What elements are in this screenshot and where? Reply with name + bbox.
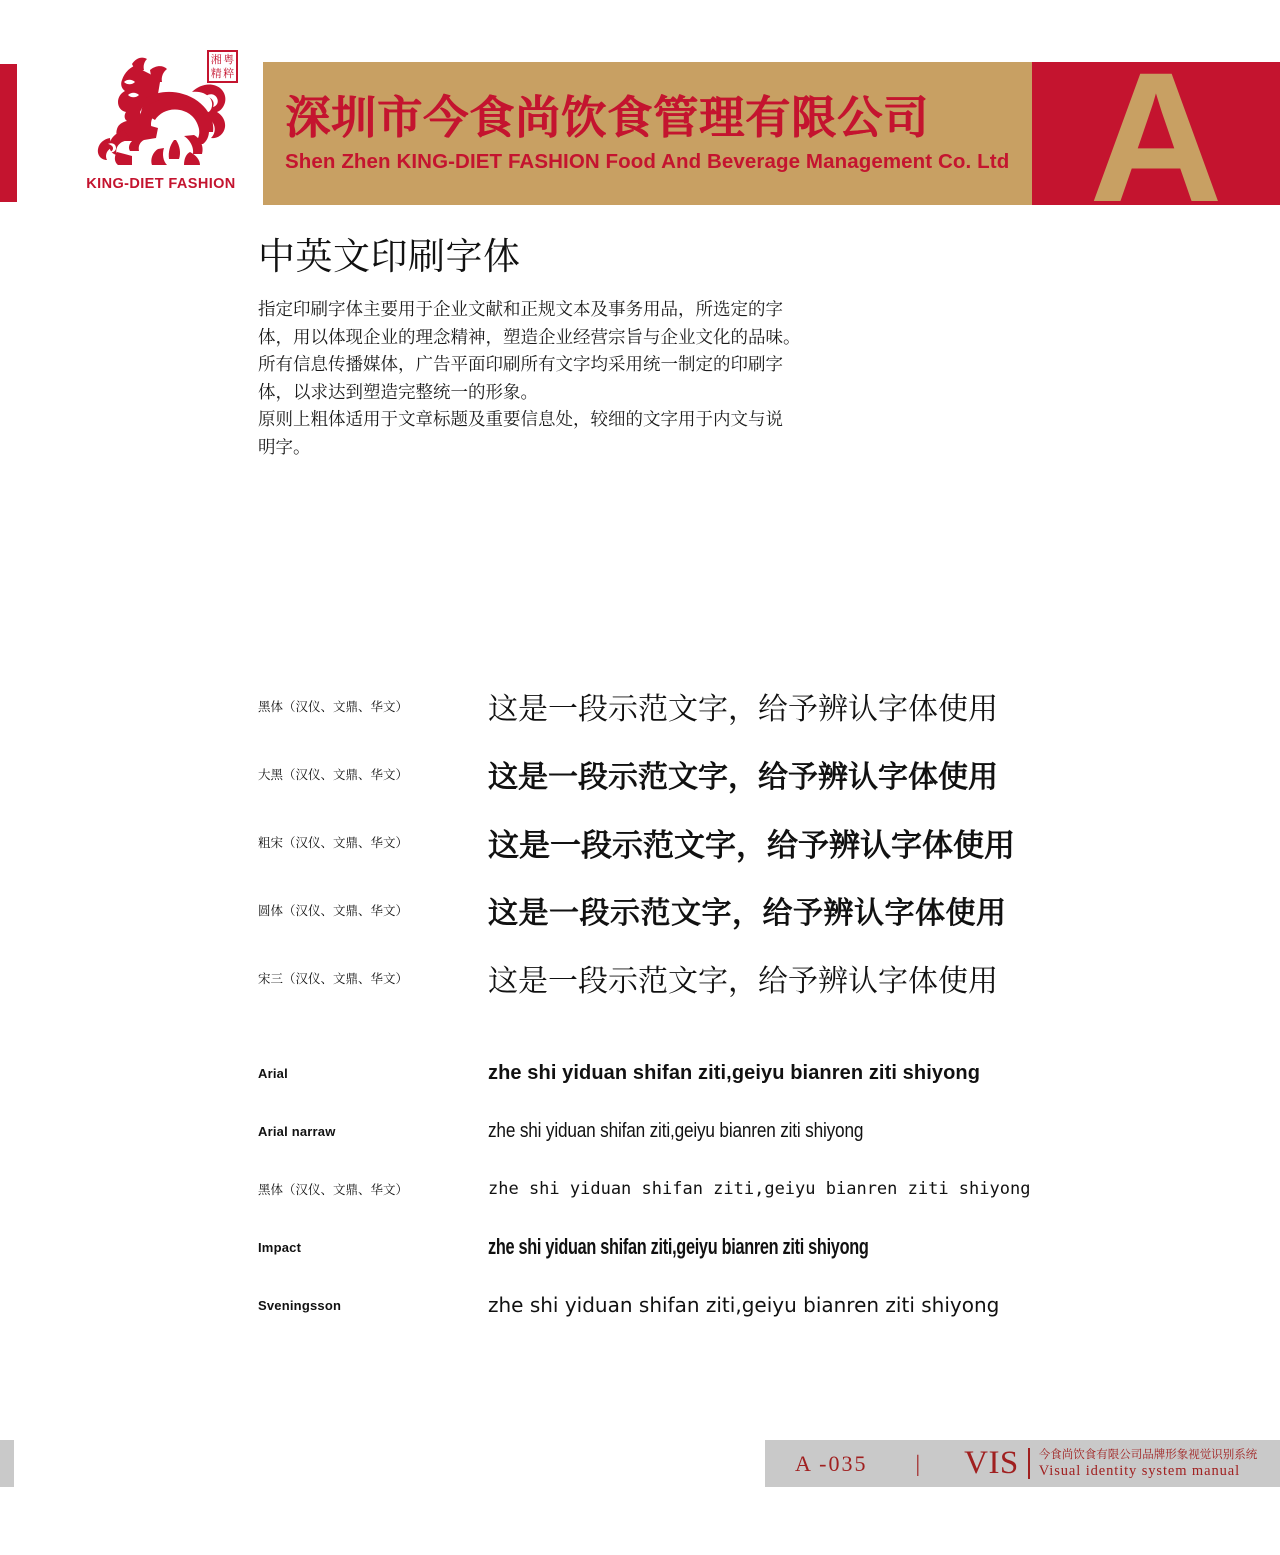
font-sample-text: zhe shi yiduan shifan ziti,geiyu bianren ziti shiyong	[488, 1119, 864, 1142]
font-name-label: 宋三（汉仪、文鼎、华文）	[258, 971, 409, 986]
company-name-cn: 深圳市今食尚饮食管理有限公司	[285, 90, 930, 144]
font-name-label: Arial	[258, 1065, 288, 1081]
font-specimen-row	[258, 1044, 1028, 1102]
intro-line: 明字。	[258, 437, 311, 458]
font-name-label: 黑体（汉仪、文鼎、华文）	[258, 699, 409, 714]
font-sample-text: zhe shi yiduan shifan ziti,geiyu bianren ziti shiyong	[488, 1293, 1000, 1317]
font-specimen-row	[258, 808, 1028, 876]
font-specimen-row	[258, 1102, 1028, 1160]
font-specimen-row	[258, 1160, 1031, 1218]
manual-title-cn: 今食尚饮食有限公司品牌形象视觉识别系统	[1038, 1447, 1258, 1461]
intro-line: 指定印刷字体主要用于企业文献和正规文本及事务用品，所选定的字	[258, 300, 783, 320]
chinese-font-specimen-list	[258, 672, 1028, 1012]
font-specimen-row	[258, 1218, 1028, 1276]
seal-char-3: 精	[210, 66, 222, 80]
company-name-en: Shen Zhen KING-DIET FASHION Food And Beverage Management Co. Ltd	[285, 149, 1010, 173]
header-section-letter-block	[1032, 62, 1280, 205]
font-sample-wrap	[488, 1179, 1030, 1199]
header-red-accent-strip	[0, 64, 17, 202]
font-specimen-row	[258, 1276, 1028, 1334]
font-name-label: 大黑（汉仪、文鼎、华文）	[258, 767, 409, 782]
font-name-label: 圆体（汉仪、文鼎、华文）	[258, 903, 409, 918]
intro-line: 体，用以体现企业的理念精神，塑造企业经营宗旨与企业文化的品味。	[258, 327, 801, 348]
font-sample-wrap	[488, 1062, 1028, 1085]
font-name-label: Impact	[258, 1239, 302, 1255]
manual-title-en: Visual identity system manual	[1038, 1463, 1241, 1479]
page-number: A -035	[795, 1450, 868, 1476]
font-sample-text: 这是一段示范文字，给予辨认字体使用	[488, 760, 998, 795]
seal-char-2: 粤	[223, 53, 235, 66]
font-sample-text: 这是一段示范文字，给予辨认字体使用	[488, 896, 1007, 931]
logo-wordmark: KING-DIET FASHION	[86, 176, 236, 192]
intro-line: 原则上粗体适用于文章标题及重要信息处，较细的文字用于内文与说	[258, 410, 783, 430]
header-gold-band	[263, 62, 1280, 205]
font-sample-wrap	[488, 1293, 1028, 1317]
font-name-label: Arial narraw	[258, 1123, 336, 1139]
font-name-label: 黑体（汉仪、文鼎、华文）	[258, 1182, 409, 1197]
latin-font-specimen-list	[258, 1044, 1031, 1334]
section-letter: A	[1089, 62, 1223, 205]
font-sample-wrap	[488, 1120, 1028, 1143]
footer-bar	[765, 1440, 1280, 1487]
vis-logotype: VIS	[964, 1445, 1019, 1481]
seal-stamp-icon	[207, 50, 238, 83]
font-specimen-row	[258, 876, 1028, 944]
footer-left-marker	[0, 1440, 14, 1487]
font-sample-text: zhe shi yiduan shifan ziti,geiyu bianren ziti shiyong	[488, 1179, 1031, 1199]
font-sample-text: zhe shi yiduan shifan ziti,geiyu bianren ziti shiyong	[488, 1234, 869, 1259]
header-company-names	[285, 62, 1025, 205]
font-specimen-row	[258, 944, 1028, 1012]
font-sample-wrap	[488, 1234, 1028, 1260]
intro-line: 体，以求达到塑造完整统一的形象。	[258, 382, 538, 403]
seal-char-1: 湘	[210, 53, 222, 66]
footer-separator: |	[915, 1450, 921, 1476]
font-sample-text: 这是一段示范文字，给予辨认字体使用	[488, 827, 1015, 864]
font-name-label: Sveningsson	[258, 1297, 342, 1313]
font-sample-text: 这是一段示范文字，给予辨认字体使用	[488, 692, 998, 727]
font-specimen-row	[258, 740, 1028, 808]
company-logo	[78, 46, 250, 206]
intro-line: 所有信息传播媒体，广告平面印刷所有文字均采用统一制定的印刷字	[258, 355, 783, 375]
manual-title	[1039, 1447, 1258, 1480]
footer-divider-rule	[1028, 1448, 1030, 1479]
seal-char-4: 粹	[223, 66, 235, 80]
font-sample-text: 这是一段示范文字，给予辨认字体使用	[488, 964, 998, 999]
font-sample-text: zhe shi yiduan shifan ziti,geiyu bianren ziti shiyong	[488, 1061, 981, 1084]
font-name-label: 粗宋（汉仪、文鼎、华文）	[258, 835, 409, 850]
page-title: 中英文印刷字体	[258, 235, 521, 278]
font-specimen-row	[258, 672, 1028, 740]
section-intro-text	[258, 297, 908, 462]
